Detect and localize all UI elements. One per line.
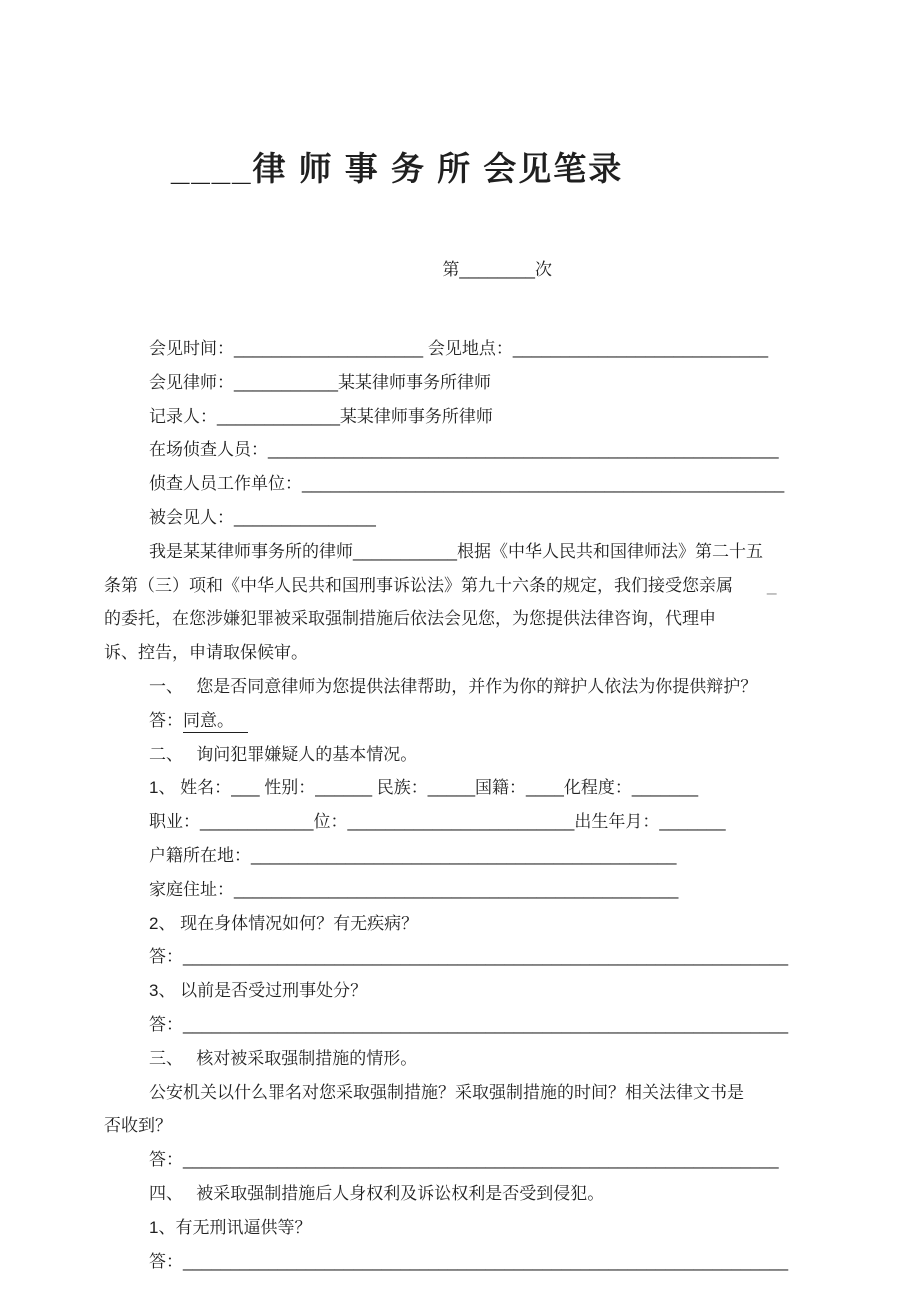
blank-field: _______________________________________________________________ [183,1150,779,1170]
meeting-time-location-row [104,332,810,366]
text-segment: 侦查人员工作单位： [149,474,302,494]
recorder-row [104,400,810,434]
blank-field: ________________________ [347,812,575,832]
blank-field: ______ [315,778,373,798]
text-segment: 某某律师事务所律师 [339,406,493,426]
blank-field: _______ [659,812,726,832]
text-segment: 答： [149,1014,183,1034]
answer-4-1-row [104,1245,810,1279]
basic-info-row-2 [104,805,810,839]
home-address-row [104,873,810,907]
filled-answer-text: 同意。 [183,710,248,733]
household-registration-row [104,839,810,873]
section-3-question-line-2 [104,1109,810,1143]
title-suffix: 会见笔录 [483,150,624,187]
text-segment: 在场侦查人员： [149,440,268,460]
answer-2-1-row [104,940,810,974]
text-segment: 户籍所在地： [149,845,251,865]
section-4-row [104,1177,810,1211]
answer-3-row [104,1143,810,1177]
text-segment: 化程度： [563,778,632,798]
blank-field: ________________________________________________________________ [183,1251,789,1271]
question-2-2-row [104,974,810,1008]
text-segment: 家庭住址： [149,879,234,899]
blank-field: ____________________ [234,339,424,358]
blank-field: ______________________________________________________ [268,440,779,460]
question-2-row [104,738,810,772]
intro-paragraph-line-2 [104,569,810,603]
text-segment: 2、 现在身体情况如何？有无疾病？ [149,913,419,933]
intro-paragraph-line-1 [104,535,810,569]
document-body [104,112,810,1278]
text-segment: 1、 姓名： [149,778,232,798]
text-segment: 3、 以前是否受过刑事处分？ [149,981,368,1001]
investigators-present-row [104,433,810,467]
text-segment: 被会见人： [149,507,234,527]
text-segment: 条第（三）项和《中华人民共和国刑事诉讼法》第九十六条的规定，我们接受您亲属 [104,575,733,595]
text-segment: 答： [149,1150,183,1170]
blank-field: ___ [231,778,260,798]
text-segment: 答： [149,1251,183,1271]
text-segment: 职业： [149,812,200,832]
basic-info-row-1 [104,771,810,805]
section-3-row [104,1042,810,1076]
investigator-unit-row [104,467,810,501]
text-segment: 四、 被采取强制措施后人身权利及诉讼权利是否受到侵犯。 [149,1183,605,1203]
text-segment: 会见时间： [149,339,234,358]
document-title [104,112,810,226]
text-segment: 出生年月： [574,812,660,832]
text-segment: 1、有无刑讯逼供等？ [149,1217,312,1237]
section-3-question-line-1 [104,1076,810,1110]
text-segment: 答： [149,710,183,730]
text-segment: 答： [149,947,183,967]
text-segment: 国籍： [475,778,527,798]
text-segment: 我是某某律师事务所的律师 [149,541,353,561]
blank-field: _____________ [217,406,340,426]
blank-field: _____________________________________________ [251,845,677,865]
text-segment: 记录人： [149,406,217,426]
text-segment: 民族： [372,778,428,798]
document-lines [104,332,810,1278]
stray-underscore-mark: _ [733,575,777,595]
blank-field: _______ [631,778,699,798]
blank-field: ________________________________________________________________ [183,1014,789,1034]
text-segment: 位： [313,812,348,832]
blank-field: ___________ [353,541,458,561]
blank-field: ___________________________________________________ [302,474,785,494]
title-blank-field: ____ [171,150,253,187]
text-segment: 公安机关以什么罪名对您采取强制措施？采取强制措施的时间？相关法律文书是 [149,1082,744,1102]
text-segment: 二、 询问犯罪嫌疑人的基本情况。 [149,744,418,764]
text-segment: 三、 核对被采取强制措施的情形。 [149,1048,418,1068]
text-segment: 某某律师事务所律师 [338,372,492,392]
text-segment: 否收到？ [104,1116,172,1136]
text-segment: 的委托，在您涉嫌犯罪被采取强制措施后依法会见您，为您提供法律咨询，代理申 [104,609,716,629]
blank-field: ___________ [234,372,339,392]
session-blank-field: ________ [459,260,535,279]
title-firm-name: 律 师 事 务 所 [252,150,484,187]
blank-field: ____________ [200,812,314,832]
blank-field: ___________________________ [512,339,769,358]
answer-2-2-row [104,1008,810,1042]
intro-paragraph-line-3 [104,602,810,636]
session-suffix: 次 [534,260,552,279]
blank-field: _______________ [234,507,376,527]
interviewee-row [104,501,810,535]
blank-field: _____ [427,778,476,798]
session-number-line [104,240,810,300]
text-segment: 根据《中华人民共和国律师法》第二十五 [457,541,764,561]
text-segment: 会见地点： [423,339,513,358]
blank-field: _______________________________________________ [234,879,679,899]
question-1-row [104,670,810,704]
text-segment: 性别： [259,778,316,798]
text-segment: 一、 您是否同意律师为您提供法律帮助，并作为你的辩护人依法为你提供辩护？ [149,676,758,696]
blank-field: ________________________________________________________________ [183,947,789,967]
text-segment: 会见律师： [149,372,234,392]
question-2-1-row [104,907,810,941]
meeting-lawyer-row [104,366,810,400]
session-prefix: 第 [442,260,460,279]
question-4-1-row [104,1211,810,1245]
blank-field: ____ [526,778,564,798]
answer-1-row [104,704,810,738]
text-segment: 诉、控告，申请取保候审。 [104,643,308,663]
intro-paragraph-line-4 [104,636,810,670]
